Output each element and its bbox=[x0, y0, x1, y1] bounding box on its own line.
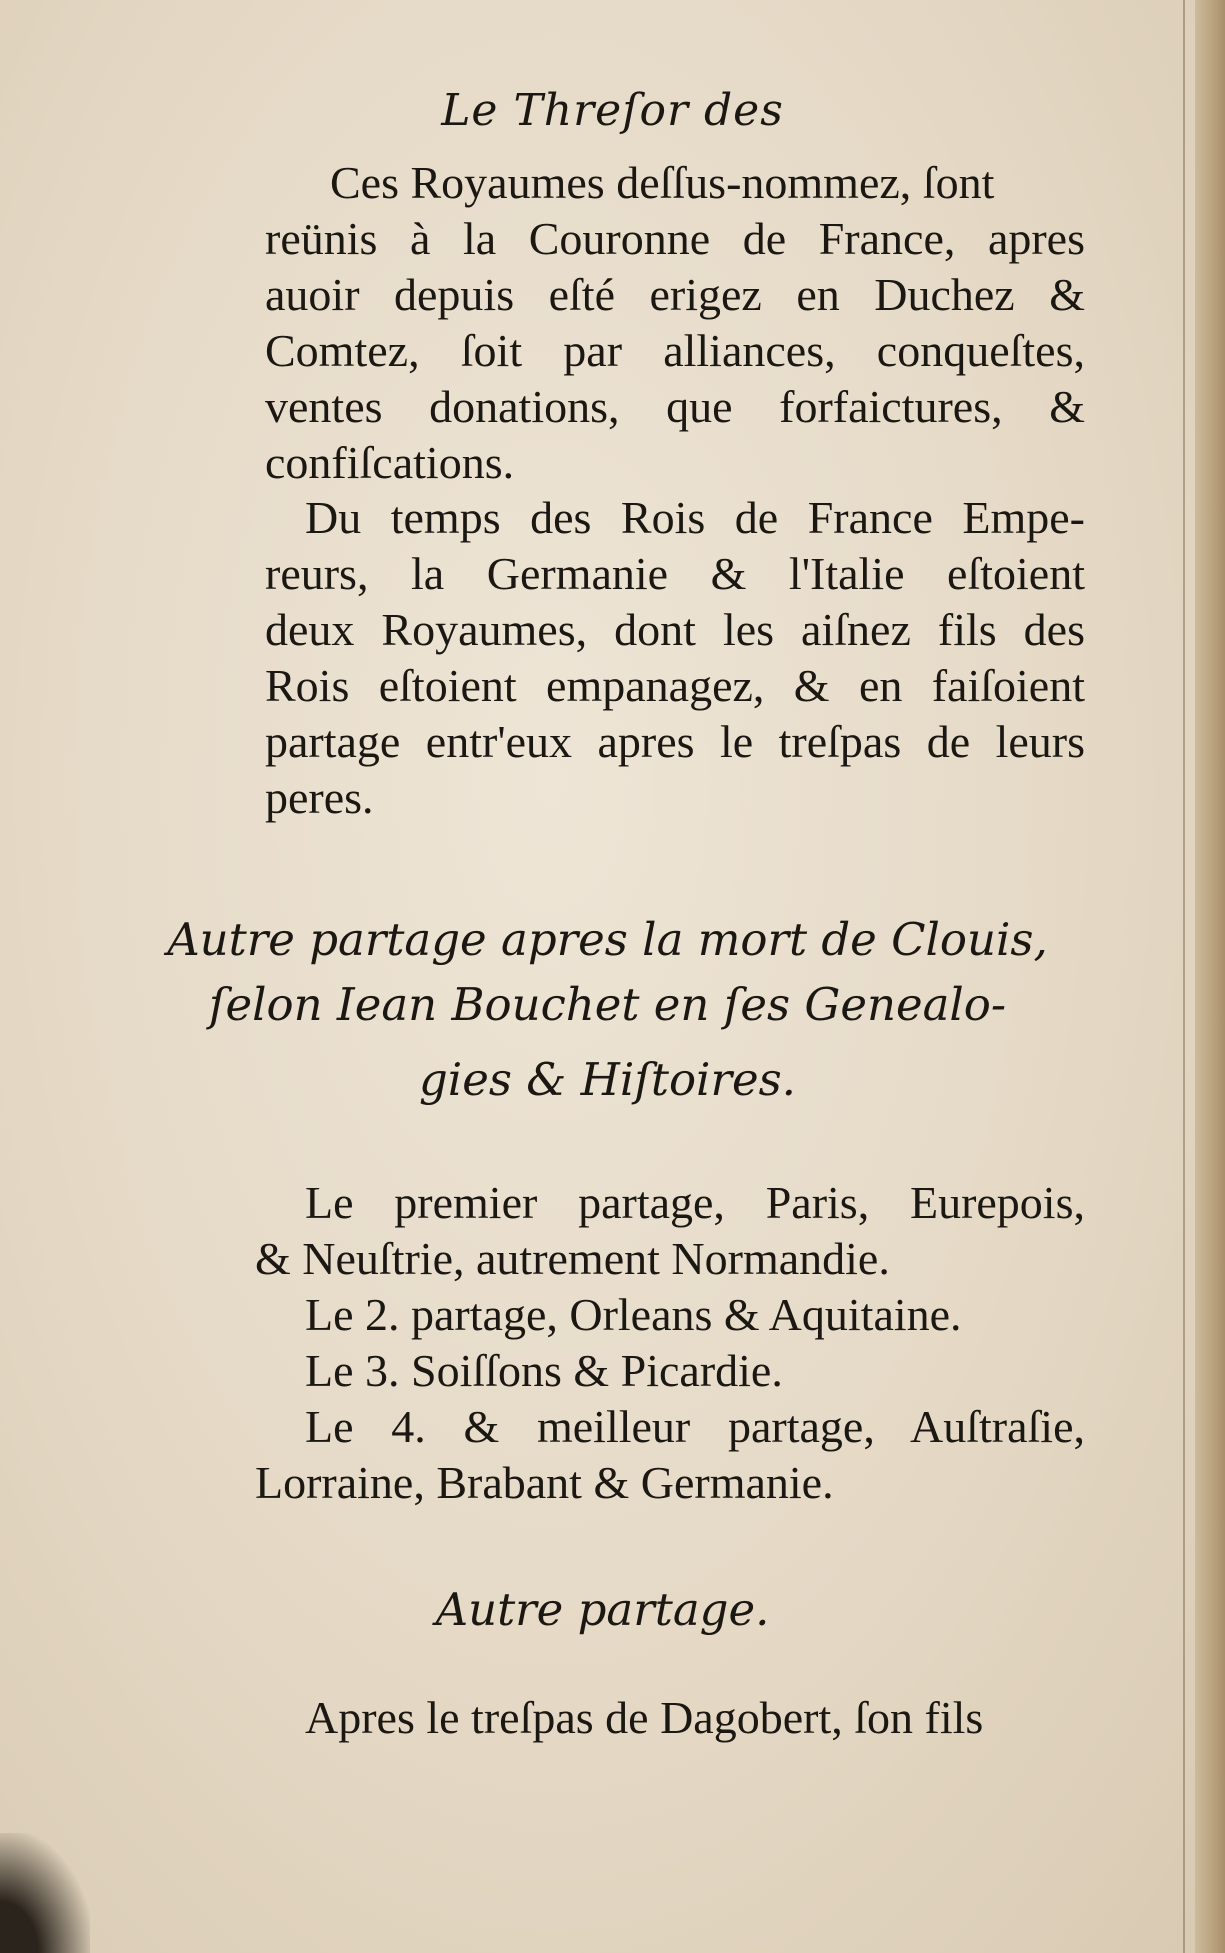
text-line: reurs, la Germanie & l'Italie eſtoient bbox=[265, 548, 1085, 599]
text-line: peres. bbox=[265, 772, 374, 823]
list-item: Le 3. Soiſſons & Picardie. bbox=[305, 1345, 783, 1396]
text-line: Rois eſtoient empanagez, & en faiſoient bbox=[265, 660, 1085, 711]
list-item: Le 4. & meilleur partage, Auſtraſie, bbox=[305, 1401, 1085, 1452]
section-heading: Autre partage. bbox=[435, 1583, 770, 1636]
text-line: confiſcations. bbox=[265, 437, 515, 488]
corner-stain bbox=[0, 1833, 90, 1953]
text-line: Comtez, ſoit par alliances, conqueſtes, bbox=[265, 325, 1085, 376]
section-heading: ſelon Iean Bouchet en ſes Genealo- bbox=[208, 978, 1007, 1031]
running-title: Le Threſor des bbox=[441, 85, 784, 136]
list-item: & Neuſtrie, autrement Normandie. bbox=[255, 1233, 890, 1284]
text-line: Ces Royaumes deſſus-nommez, ſont bbox=[330, 157, 995, 208]
text-line: deux Royaumes, dont les aiſnez fils des bbox=[265, 604, 1085, 655]
text-line: auoir depuis eſté erigez en Duchez & bbox=[265, 269, 1085, 320]
text-line: Apres le treſpas de Dagobert, ſon fils bbox=[305, 1692, 984, 1743]
list-item: Le 2. partage, Orleans & Aquitaine. bbox=[305, 1289, 962, 1340]
text-line: reünis à la Couronne de France, apres bbox=[265, 213, 1085, 264]
section-heading: gies & Hiſtoires. bbox=[419, 1053, 796, 1106]
text-line: partage entr'eux apres le treſpas de leurs bbox=[265, 716, 1085, 767]
text-line: ventes donations, que forfaictures, & bbox=[265, 381, 1085, 432]
list-item: Le premier partage, Paris, Eurepois, bbox=[305, 1177, 1085, 1228]
section-heading: Autre partage apres la mort de Clouis, bbox=[167, 913, 1048, 966]
text-line: Du temps des Rois de France Empe- bbox=[305, 492, 1085, 543]
list-item: Lorraine, Brabant & Germanie. bbox=[255, 1457, 834, 1508]
